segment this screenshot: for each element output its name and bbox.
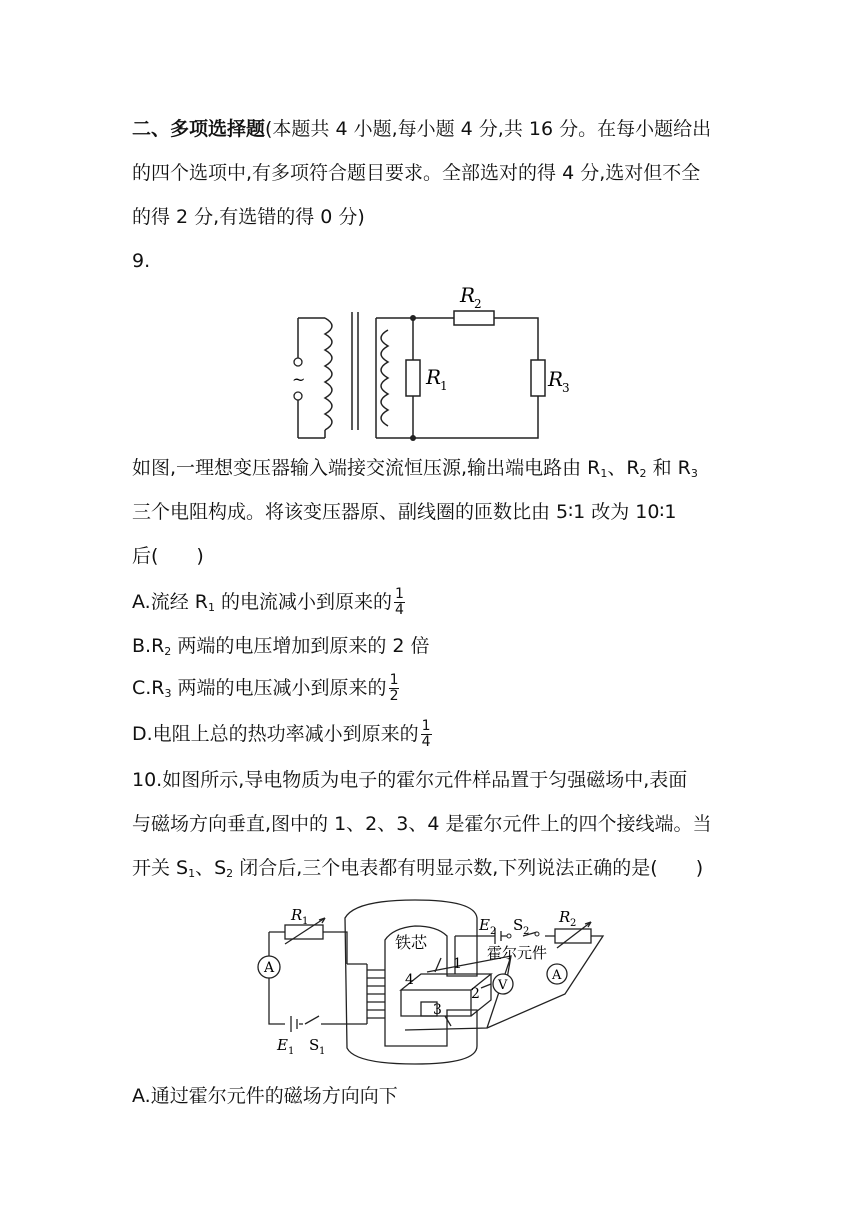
q9-option-b-sub: 2 <box>164 645 172 658</box>
section-intro-line-3: 的得 2 分,有选错的得 0 分) <box>132 206 365 228</box>
q9-option-c-denominator: 2 <box>389 688 399 704</box>
q9-option-a-post: 的电流减小到原来的 <box>214 591 392 613</box>
q10-terminal-3: 3 <box>433 1002 442 1018</box>
section-heading: 二、多项选择题 <box>132 118 266 140</box>
q10-voltmeter: V <box>498 978 508 993</box>
q10-label-e1-sub: 1 <box>288 1046 295 1057</box>
q10-label-s1: S <box>309 1036 320 1054</box>
q9-option-a-sub: 1 <box>207 601 215 614</box>
q9-stem-line-3: 后( ) <box>132 545 204 567</box>
q10-terminal-2: 2 <box>471 986 480 1002</box>
q10-label-r1: R <box>291 906 303 924</box>
q9-option-d-fraction <box>421 719 432 750</box>
q9-label-r2-sub: 2 <box>474 297 482 311</box>
q9-label-r1-sub: 1 <box>440 379 448 393</box>
q9-option-a-pre: A.流经 R <box>132 591 208 613</box>
q9-stem-1b: 1 <box>600 467 608 480</box>
q10-ammeter-left: A <box>264 960 275 976</box>
q9-option-a-fraction <box>394 587 405 618</box>
q10-label-e1: E <box>277 1036 288 1054</box>
q10-stem-line-2: 与磁场方向垂直,图中的 1、2、3、4 是霍尔元件上的四个接线端。当 <box>132 813 712 835</box>
q10-stem-line-1: 10.如图所示,导电物质为电子的霍尔元件样品置于匀强磁场中,表面 <box>132 769 688 791</box>
q9-option-c-fraction <box>389 673 400 704</box>
q10-label-r1-sub: 1 <box>302 916 309 927</box>
q10-label-iron-core: 铁芯 <box>395 933 428 952</box>
q10-hall-element-figure <box>255 898 610 1068</box>
q9-option-d-denominator: 4 <box>421 734 431 750</box>
q10-option-a[interactable]: A.通过霍尔元件的磁场方向向下 <box>132 1085 398 1107</box>
q9-option-c[interactable] <box>132 673 399 707</box>
q9-label-r1: R <box>426 365 442 389</box>
q10-stem-line-3 <box>132 855 703 887</box>
q9-option-b[interactable] <box>132 633 430 665</box>
q9-circuit-figure <box>280 280 580 445</box>
q10-label-s2-sub: 2 <box>523 926 530 937</box>
q10-terminal-1: 1 <box>453 956 462 972</box>
q9-option-c-pre: C.R <box>132 677 165 699</box>
q9-stem-1c: 、R <box>607 457 640 479</box>
q9-stem-1d: 2 <box>639 467 647 480</box>
q10-stem-3a: 开关 S <box>132 857 189 879</box>
q9-option-a[interactable] <box>132 587 405 621</box>
q9-option-a-numerator: 1 <box>395 586 404 602</box>
q9-option-c-sub: 3 <box>164 687 172 700</box>
q9-stem-1e: 和 R <box>646 457 691 479</box>
q10-stem-3b: 1 <box>188 867 196 880</box>
q10-label-e2-sub: 2 <box>490 926 497 937</box>
section-intro-line-2: 的四个选项中,有多项符合题目要求。全部选对的得 4 分,选对但不全 <box>132 162 701 184</box>
q9-label-r3-sub: 3 <box>562 381 570 395</box>
q10-label-e2: E <box>479 916 490 934</box>
q9-option-a-denominator: 4 <box>395 602 404 618</box>
q9-option-d[interactable] <box>132 719 432 750</box>
q9-option-d-pre: D.电阻上总的热功率减小到原来的 <box>132 723 419 745</box>
q9-number: 9. <box>132 250 151 272</box>
section-intro-text-1: (本题共 4 小题,每小题 4 分,共 16 分。在每小题给出 <box>265 118 712 140</box>
q9-stem-1a: 如图,一理想变压器输入端接交流恒压源,输出端电路由 R <box>132 457 601 479</box>
q9-ac-source-symbol: ~ <box>292 370 306 389</box>
q10-terminal-4: 4 <box>405 972 414 988</box>
q9-option-c-post: 两端的电压减小到原来的 <box>171 677 387 699</box>
q9-option-b-pre: B.R <box>132 635 165 657</box>
q10-label-s2: S <box>513 916 524 934</box>
q9-stem-line-2: 三个电阻构成。将该变压器原、副线圈的匝数比由 5∶1 改为 10∶1 <box>132 501 677 523</box>
q9-label-r2: R <box>460 283 476 307</box>
q10-label-r2: R <box>559 908 571 926</box>
q9-option-c-numerator: 1 <box>389 672 399 688</box>
q9-option-b-post: 两端的电压增加到原来的 2 倍 <box>171 635 430 657</box>
q10-label-hall-element: 霍尔元件 <box>487 944 548 962</box>
section-intro-line-1 <box>132 116 711 142</box>
q9-label-r3: R <box>548 367 564 391</box>
q10-label-s1-sub: 1 <box>319 1046 326 1057</box>
q10-stem-3d: 2 <box>226 867 234 880</box>
q10-stem-3c: 、S <box>195 857 227 879</box>
q10-stem-3e: 闭合后,三个电表都有明显示数,下列说法正确的是( ) <box>233 857 704 879</box>
q10-ammeter-right: A <box>552 968 562 983</box>
q9-option-d-numerator: 1 <box>421 718 431 734</box>
q9-stem-line-1 <box>132 455 698 487</box>
q9-stem-1f: 3 <box>690 467 698 480</box>
q10-label-r2-sub: 2 <box>570 918 577 929</box>
